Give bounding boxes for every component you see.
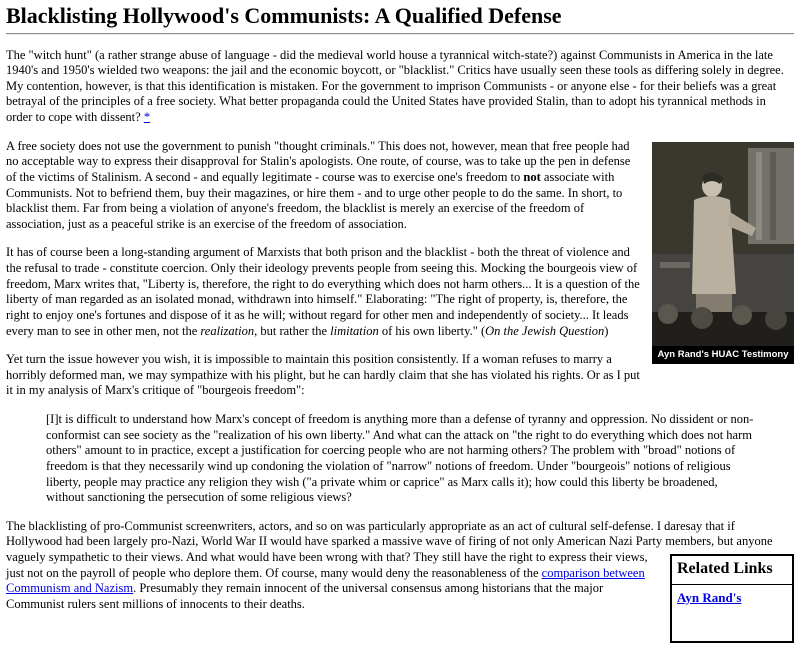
- p3-italic-realization: realization: [200, 323, 255, 338]
- marx-critique-blockquote: [I]t is difficult to understand how Marx's concept of freedom is anything more than a defense of tyranny and oppression. No dissident or non-conformist can see society as the "realization of his own liberty." And what can the attack on "the right to do everything which does not harm others" amount to in practice, except a justification for coercing people who are not harming others? The problem with "broad" notions of freedom is that they necessarily wind up condoning the violation of "narrow" notions of freedom. Under "bourgeois" notions of religious liberty, people may practice any religion they wish ("a private whim or caprice" as Marx calls it); how could this liberty be broadened, without sanctioning the persecution of some religious views?: [46, 412, 754, 505]
- blacklisting-paragraph: [6, 519, 794, 613]
- p3-italic-jewish-question: On the Jewish Question: [485, 323, 605, 338]
- p3-italic-limitation: limitation: [330, 323, 379, 338]
- huac-photo-figure: [652, 142, 794, 364]
- intro-paragraph: [6, 48, 794, 126]
- p2-text-2: associate with Communists. Not to befriend them, buy their magazines, or hire them - and to urge other people to do the same. In short, to blacklist them. Far from being a violation of anyone's freedom, the blacklist is merely an exercise of the freedom of association, just as a peaceful strike is an exercise of the freedom of association.: [6, 169, 623, 231]
- p5-text-3: . Presumably they remain innocent of the universal consensus among historians that the major Communist rulers sent millions of innocents to their deaths.: [6, 581, 604, 611]
- photo-caption: Ayn Rand's HUAC Testimony: [652, 346, 794, 364]
- huac-photo: [652, 142, 794, 346]
- p2-bold-not: not: [523, 169, 541, 184]
- communism-nazism-comparison-link[interactable]: comparison between Communism and Nazism: [6, 565, 645, 596]
- p2-text-1: A free society does not use the government to punish "thought criminals." This does not, however, mean that free people had no acceptable way to express their disapproval for Stalin's apologists. One route, of course, was to take up the pen in defense of the victims of Stalinism. A second - and equally legitimate - course was to exercise one's freedom to: [6, 138, 631, 184]
- page-title: Blacklisting Hollywood's Communists: A Qualified Defense: [6, 3, 562, 28]
- related-link-ayn-rands[interactable]: Ayn Rand's: [677, 590, 742, 605]
- p3-text-3: of his own liberty." (: [378, 323, 486, 338]
- intro-text: The "witch hunt" (a rather strange abuse of language - did the medieval world house a tyrannical witch-state?) against Communists in America in the late 1940's and 1950's wielded two weapons: the jail and the economic boycott, or "blacklist." Critics have usually seen these tools as differing solely in degree. My contention, however, is that this identification is mistaken. For the government to imprison Communists - or anyone else - for their beliefs was a great betrayal of the principles of a free society. What better propaganda could the United States have provided Stalin, than to adopt his tyrannical methods in order to cope with dissent?: [6, 47, 784, 124]
- related-links-box: [670, 554, 794, 643]
- p3-text-4: ): [604, 323, 609, 338]
- title-divider: [6, 33, 794, 35]
- p3-text-2: , but rather the: [254, 323, 331, 338]
- footnote-asterisk-link[interactable]: *: [143, 110, 151, 124]
- related-links-title: Related Links: [672, 556, 792, 585]
- yet-turn-paragraph: Yet turn the issue however you wish, it is impossible to maintain this position consistently. If a woman refuses to marry a horribly deformed man, we may sympathize with his plight, but he can hardly claim that she has violated his rights. Or as I put it in my analysis of Marx's critique of "bourgeois freedom":: [6, 352, 640, 398]
- p5-text-2: vaguely sympathetic to their views. And what would have been wrong with that? They still have the right to express their views, just not on the payroll of people who deplore them. Of course, many would deny the reasonableness of the: [6, 550, 648, 580]
- p5-text-1: The blacklisting of pro-Communist screenwriters, actors, and so on was particularly appropriate as an act of cultural self-defense. I daresay that if Hollywood had been largely pro-Nazi, World War II would have sparked a massive wave of firing of not only American Nazi Party members, but anyone: [6, 518, 773, 549]
- related-links-body: [672, 585, 792, 641]
- p3-text-1: It has of course been a long-standing argument of Marxists that both prison and the blacklist - both the threat of violence and the refusal to trade - constitute coercion. Only their ideology prevents people from seeing this. Mocking the bourgeois view of freedom, Marx writes that, "Liberty is, therefore, the right to do everything which does not harm others... It is a question of the liberty of man regarded as an isolated monad, withdrawn into himself." Elaborating: "The right of property, is, therefore, the right to enjoy one's fortunes and dispose of it as he will; without regard for other men and independently of society... It leads every man to see in other men, not the: [6, 245, 640, 338]
